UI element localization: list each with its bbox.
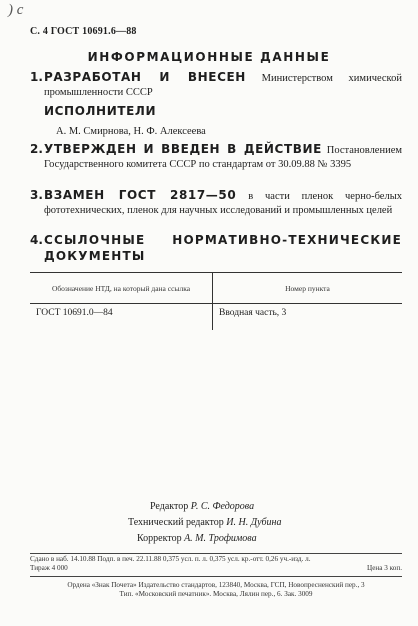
- item-replaces: [30, 188, 402, 218]
- item-text: в части пленок черно-белых фототехнических, пленок для научных исследований и промышленных целей: [44, 191, 402, 216]
- credit-proofreader: [137, 532, 257, 546]
- item-text: Постановлением Государственного комитета СССР по стандартам от 30.09.88 № 3395: [44, 145, 403, 170]
- page-header: С. 4 ГОСТ 10691.6—88: [30, 26, 137, 37]
- credit-label: Технический редактор: [128, 517, 224, 528]
- item-text: Министерством химической промышленности СССР: [44, 73, 402, 98]
- item-number: 1.: [30, 70, 43, 84]
- handwritten-mark: ) с: [8, 2, 24, 18]
- item-number: 2.: [30, 142, 43, 156]
- table-cell: Вводная часть, 3: [213, 304, 403, 331]
- item-approved: [30, 142, 402, 172]
- table-header-row: [30, 273, 402, 304]
- item-text: ССЫЛОЧНЫЕ НОРМАТИВНО-ТЕХНИЧЕСКИЕ ДОКУМЕНТЫ: [44, 233, 402, 263]
- table-row: [30, 304, 402, 331]
- imprint-top-rule: [30, 553, 402, 554]
- imprint-block: [30, 555, 402, 573]
- credit-tech-editor: [128, 516, 282, 530]
- section-title: ИНФОРМАЦИОННЫЕ ДАННЫЕ: [87, 50, 331, 64]
- price: Цена 3 коп.: [367, 564, 402, 572]
- printer-line: Тип. «Московский печатник». Москва, Лялин пер., 6. Зак. 3009: [119, 590, 313, 598]
- item-lead: УТВЕРЖДЕН И ВВЕДЕН В ДЕЙСТВИЕ: [44, 142, 322, 156]
- print-run: Тираж 4 000: [30, 564, 68, 572]
- item-number: 4.: [30, 233, 43, 247]
- table-cell: ГОСТ 10691.0—84: [36, 308, 113, 318]
- credit-name: А. М. Трофимова: [184, 533, 257, 544]
- imprint-bottom-rule: [30, 576, 402, 577]
- performers-heading: ИСПОЛНИТЕЛИ: [44, 104, 157, 118]
- item-developed: [30, 70, 402, 100]
- credit-name: И. Н. Дубина: [226, 517, 282, 528]
- column-header: Номер пункта: [213, 273, 403, 304]
- imprint-line: Сдано в наб. 14.10.88 Подп. в печ. 22.11.88 0,375 усл. п. л. 0,375 усл. кр.-отт. 0,26 уч.-изд. л.: [30, 555, 311, 563]
- performers-names: А. М. Смирнова, Н. Ф. Алексеева: [56, 126, 206, 137]
- item-lead: ВЗАМЕН ГОСТ 2817—50: [44, 188, 237, 202]
- credit-editor: [150, 500, 254, 514]
- publisher-line: Ордена «Знак Почета» Издательство стандартов, 123840, Москва, ГСП, Новопресненский пер., 3: [67, 581, 365, 589]
- publisher-footer: [30, 581, 402, 599]
- credit-label: Корректор: [137, 533, 182, 544]
- credit-label: Редактор: [150, 501, 189, 512]
- column-header: Обозначение НТД, на который дана ссылка: [30, 273, 213, 304]
- item-number: 3.: [30, 188, 43, 202]
- references-table: [30, 272, 402, 330]
- credit-name: Р. С. Федорова: [190, 501, 255, 512]
- item-references: [30, 233, 402, 265]
- item-lead: РАЗРАБОТАН И ВНЕСЕН: [44, 70, 246, 84]
